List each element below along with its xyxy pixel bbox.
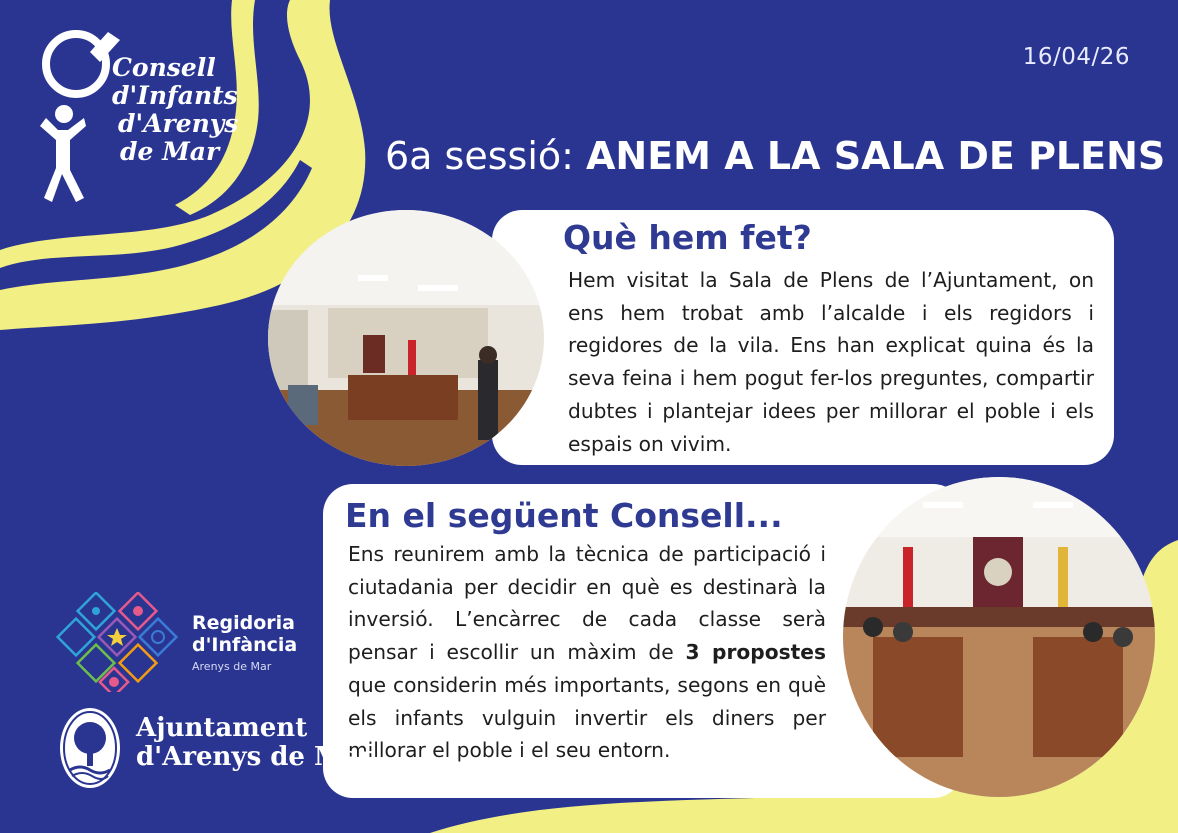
- regidoria-icons-grid: [55, 592, 185, 692]
- section-2-heading: En el següent Consell...: [345, 496, 783, 535]
- section-2-text-bold: 3 propostes: [685, 640, 826, 665]
- regidoria-subtitle: Arenys de Mar: [192, 660, 272, 673]
- section-2-text-part-2: que considerin més importants, segons en què els infants vulguin invertir els diners per millorar el poble i el seu entorn.: [348, 672, 826, 763]
- section-2-text-part-1: Ens reunirem amb la tècnica de participació i ciutadania per decidir en què es destinarà la inversió. L’encàrrec de cada classe serà pensar i escollir un màxim de: [348, 542, 826, 665]
- ajuntament-text: [136, 714, 373, 772]
- tree-seal-icon: [58, 706, 124, 790]
- section-2-text: [348, 538, 826, 767]
- title-prefix: 6a sessió:: [385, 134, 587, 178]
- ajuntament-line-1: Ajuntament: [136, 713, 308, 743]
- regidoria-title: [192, 612, 297, 656]
- council-hall-photo-1: [268, 210, 544, 466]
- logo-line-2: d'Infants: [112, 81, 238, 110]
- title-main: ANEM A LA SALA DE PLENS: [586, 134, 1166, 178]
- logo-line-4: de Mar: [120, 137, 220, 166]
- regidoria-line-2: d'Infància: [192, 634, 298, 656]
- regidoria-line-1: Regidoria: [192, 612, 295, 634]
- ajuntament-line-2: d'Arenys de Mar: [136, 742, 374, 772]
- council-hall-photo-2: [843, 477, 1155, 797]
- page-title: [385, 134, 1165, 178]
- logo-line-1: Consell: [112, 53, 216, 82]
- section-1-heading: Què hem fet?: [563, 218, 812, 257]
- logo-line-3: d'Arenys: [118, 109, 239, 138]
- session-date: 16/04/26: [1022, 44, 1130, 70]
- consell-infants-logo: [28, 22, 238, 212]
- section-1-text: Hem visitat la Sala de Plens de l’Ajuntament, on ens hem trobat amb l’alcalde i els regidors i regidores de la vila. Ens han explicat quina és la seva feina i hem pogut fer-los preguntes, compartir dubtes i plantejar idees per millorar el poble i els espais on vivim.: [568, 268, 1094, 456]
